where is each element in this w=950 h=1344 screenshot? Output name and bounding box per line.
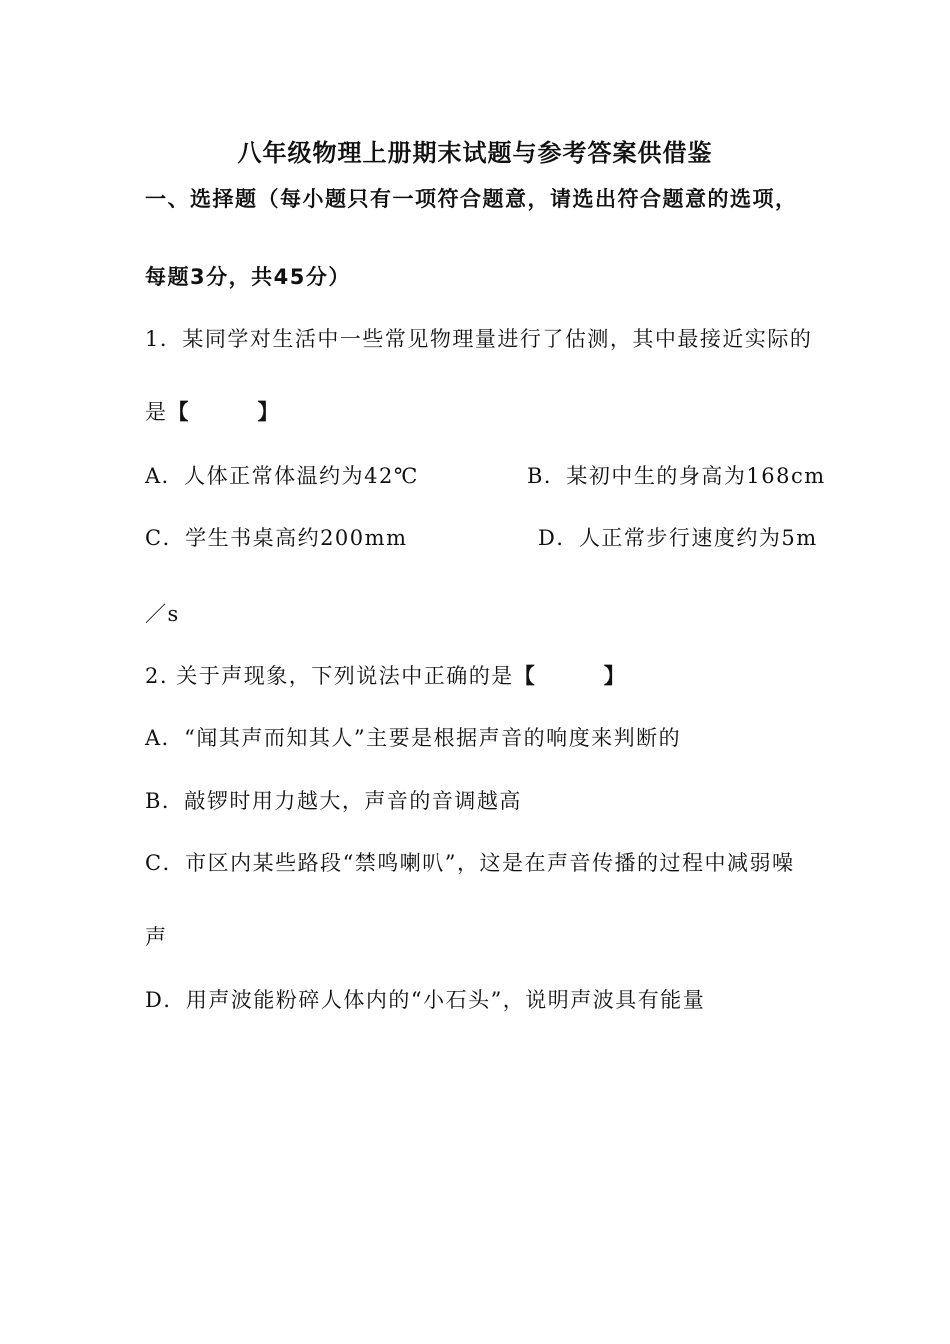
question-2-option-c-line1: C．市区内某些路段“禁鸣喇叭”，这是在声音传播的过程中减弱噪: [145, 851, 795, 875]
question-1-stem-line2: [145, 397, 280, 427]
question-2-option-b: B．敲锣时用力越大，声音的音调越高: [145, 789, 522, 813]
question-1-stem-end: 是: [145, 400, 168, 424]
question-1-option-d-continued: ／s: [145, 602, 180, 626]
section-heading-line2: 每题3分，共45分）: [145, 265, 351, 289]
section-heading-line1: 一、选择题（每小题只有一项符合题意，请选出符合题意的选项，: [145, 187, 798, 211]
question-2-option-d: D．用声波能粉碎人体内的“小石头”，说明声波具有能量: [145, 988, 706, 1012]
question-1-option-c: C．学生书桌高约200mm: [145, 526, 408, 550]
document-title: 八年级物理上册期末试题与参考答案供借鉴: [237, 139, 713, 167]
question-1-option-d: D．人正常步行速度约为5m: [538, 526, 818, 550]
question-2-stem: [145, 661, 626, 691]
question-1-answer-bracket: 【 】: [167, 400, 280, 424]
question-1-option-b: B．某初中生的身高为168cm: [527, 464, 826, 488]
question-1-stem-line1: 1．某同学对生活中一些常见物理量进行了估测，其中最接近实际的: [145, 327, 813, 351]
question-2-answer-bracket: 【 】: [513, 664, 627, 688]
question-1-option-a: A．人体正常体温约为42℃: [145, 464, 419, 488]
question-2-stem-text: 2. 关于声现象，下列说法中正确的是: [145, 664, 514, 688]
question-2-option-c-line2: 声: [145, 925, 168, 949]
question-2-option-a: A．“闻其声而知其人”主要是根据声音的响度来判断的: [145, 726, 682, 750]
